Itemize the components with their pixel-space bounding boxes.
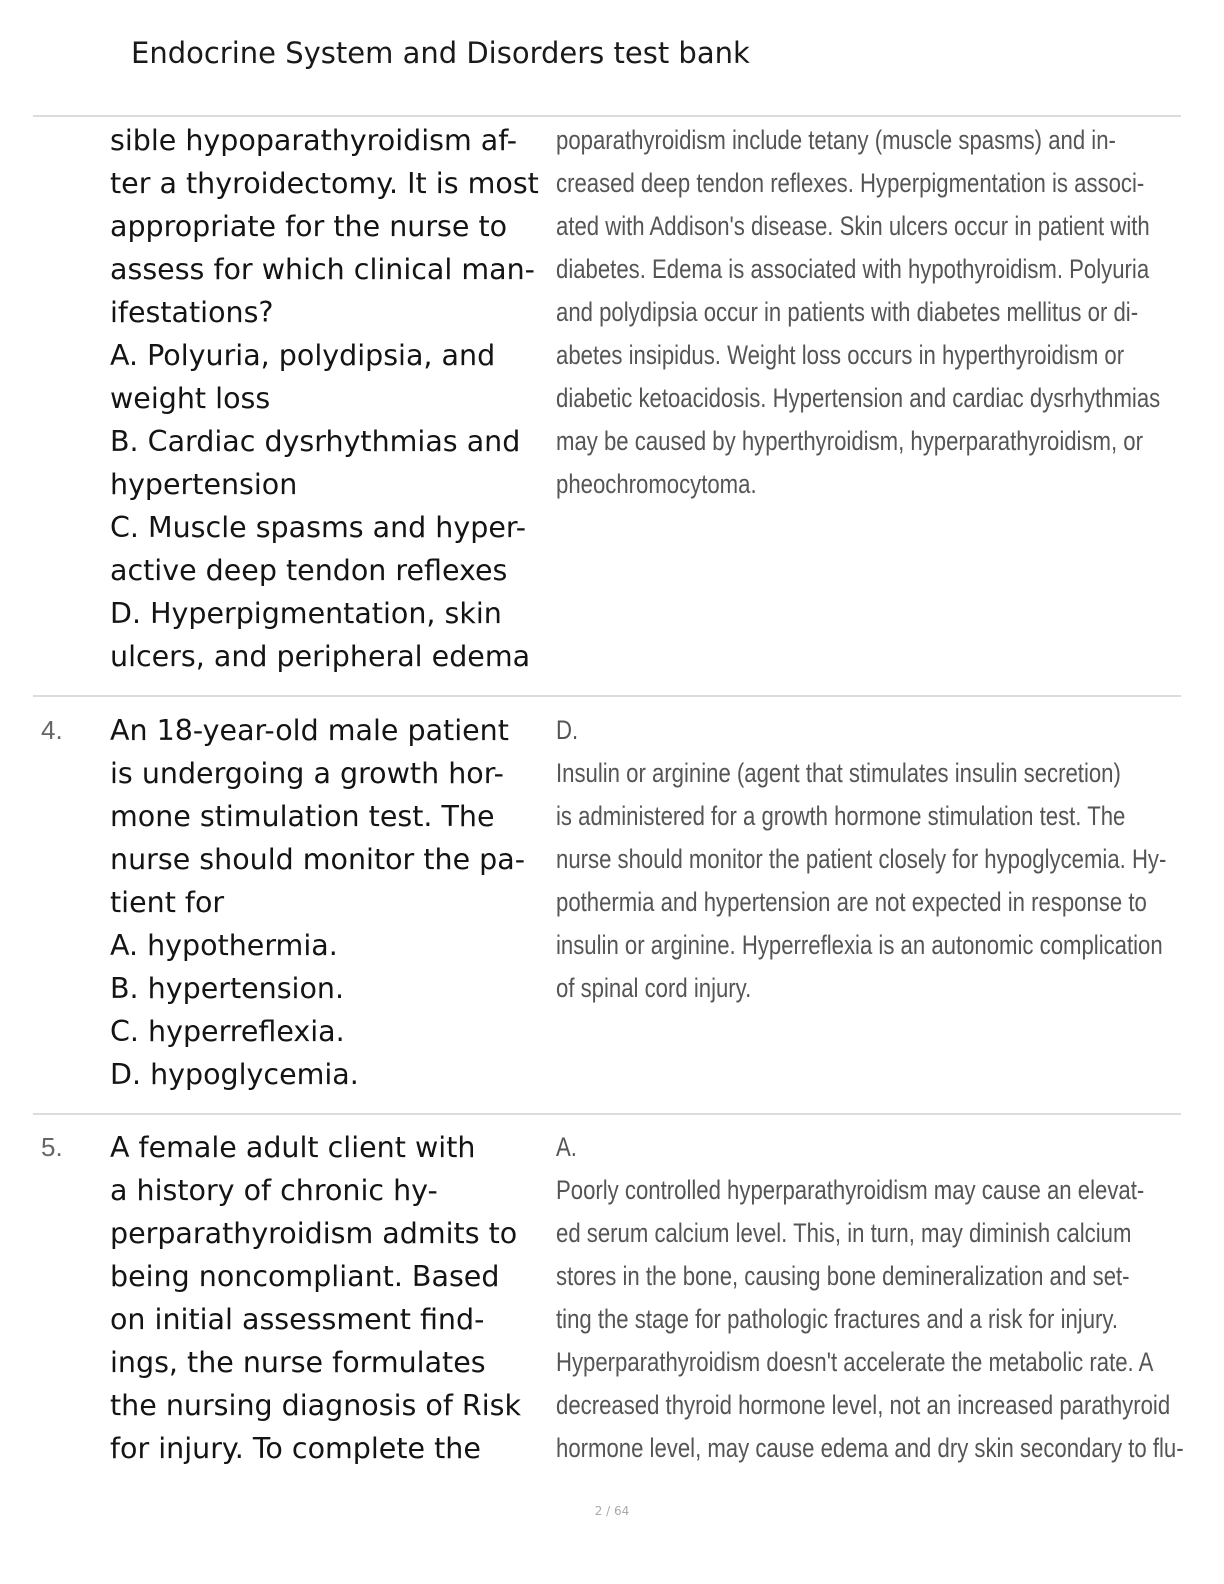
question-line: sible hypoparathyroidism af- <box>110 124 518 157</box>
divider <box>33 115 1181 117</box>
question-line: ifestations? <box>110 296 274 329</box>
question-line: nurse should monitor the pa- <box>110 843 526 876</box>
question-line: A. Polyuria, polydipsia, and <box>110 339 496 372</box>
answer-line: and polydipsia occur in patients with diabetes mellitus or di- <box>556 297 1139 327</box>
answer-line: Hyperparathyroidism doesn't accelerate the metabolic rate. A <box>556 1347 1154 1377</box>
question-line: perparathyroidism admits to <box>110 1217 518 1250</box>
answer-line: A. <box>556 1132 577 1162</box>
question-line: for injury. To complete the <box>110 1432 481 1465</box>
answer-line: Insulin or arginine (agent that stimulates insulin secretion) <box>556 758 1121 788</box>
question-line: A. hypothermia. <box>110 929 338 962</box>
answer-rationale <box>556 709 1176 1010</box>
answer-line: ated with Addison's disease. Skin ulcers occur in patient with <box>556 211 1150 241</box>
answer-line: Poorly controlled hyperparathyroidism may cause an elevat- <box>556 1175 1145 1205</box>
question-line: A female adult client with <box>110 1131 476 1164</box>
answer-line: of spinal cord injury. <box>556 973 752 1003</box>
answer-line: pothermia and hypertension are not expected in response to <box>556 887 1147 917</box>
question-number: 4. <box>41 715 63 745</box>
question-line: hypertension <box>110 468 298 501</box>
question-line: assess for which clinical man- <box>110 253 535 286</box>
question-line: a history of chronic hy- <box>110 1174 438 1207</box>
answer-line: insulin or arginine. Hyperreflexia is an autonomic complication <box>556 930 1163 960</box>
answer-line: may be caused by hyperthyroidism, hyperparathyroidism, or <box>556 426 1143 456</box>
question-text <box>110 709 555 1096</box>
answer-line: D. <box>556 715 579 745</box>
document-title: Endocrine System and Disorders test bank <box>131 36 750 70</box>
question-line: weight loss <box>110 382 271 415</box>
divider <box>33 1113 1181 1115</box>
question-line: mone stimulation test. The <box>110 800 495 833</box>
question-line: being noncompliant. Based <box>110 1260 500 1293</box>
answer-line: poparathyroidism include tetany (muscle spasms) and in- <box>556 125 1116 155</box>
answer-line: creased deep tendon reflexes. Hyperpigmentation is associ- <box>556 168 1145 198</box>
question-line: B. hypertension. <box>110 972 345 1005</box>
question-line: tient for <box>110 886 225 919</box>
answer-line: stores in the bone, causing bone demineralization and set- <box>556 1261 1130 1291</box>
answer-line: decreased thyroid hormone level, not an increased parathyroid <box>556 1390 1171 1420</box>
question-line: active deep tendon reflexes <box>110 554 508 587</box>
divider <box>33 695 1181 697</box>
question-line: C. hyperreflexia. <box>110 1015 345 1048</box>
answer-line: abetes insipidus. Weight loss occurs in hyperthyroidism or <box>556 340 1125 370</box>
answer-rationale <box>556 119 1176 506</box>
question-line: An 18-year-old male patient <box>110 714 509 747</box>
question-number: 5. <box>41 1132 63 1162</box>
question-line: is undergoing a growth hor- <box>110 757 504 790</box>
answer-line: ed serum calcium level. This, in turn, may diminish calcium <box>556 1218 1132 1248</box>
question-line: C. Muscle spasms and hyper- <box>110 511 527 544</box>
answer-rationale <box>556 1126 1184 1470</box>
question-line: appropriate for the nurse to <box>110 210 508 243</box>
answer-line: nurse should monitor the patient closely for hypoglycemia. Hy- <box>556 844 1167 874</box>
question-line: D. hypoglycemia. <box>110 1058 359 1091</box>
question-text <box>110 119 555 678</box>
answer-line: hormone level, may cause edema and dry skin secondary to flu- <box>556 1433 1184 1463</box>
answer-line: is administered for a growth hormone stimulation test. The <box>556 801 1126 831</box>
question-line: ter a thyroidectomy. It is most <box>110 167 539 200</box>
question-line: B. Cardiac dysrhythmias and <box>110 425 521 458</box>
question-line: the nursing diagnosis of Risk <box>110 1389 521 1422</box>
question-line: ulcers, and peripheral edema <box>110 640 531 673</box>
question-text <box>110 1126 555 1470</box>
answer-line: pheochromocytoma. <box>556 469 757 499</box>
answer-line: diabetic ketoacidosis. Hypertension and cardiac dysrhythmias <box>556 383 1161 413</box>
page-number: 2 / 64 <box>594 1504 630 1518</box>
answer-line: ting the stage for pathologic fractures and a risk for injury. <box>556 1304 1118 1334</box>
question-line: on initial assessment find- <box>110 1303 485 1336</box>
question-line: ings, the nurse formulates <box>110 1346 486 1379</box>
question-line: D. Hyperpigmentation, skin <box>110 597 502 630</box>
answer-line: diabetes. Edema is associated with hypothyroidism. Polyuria <box>556 254 1150 284</box>
